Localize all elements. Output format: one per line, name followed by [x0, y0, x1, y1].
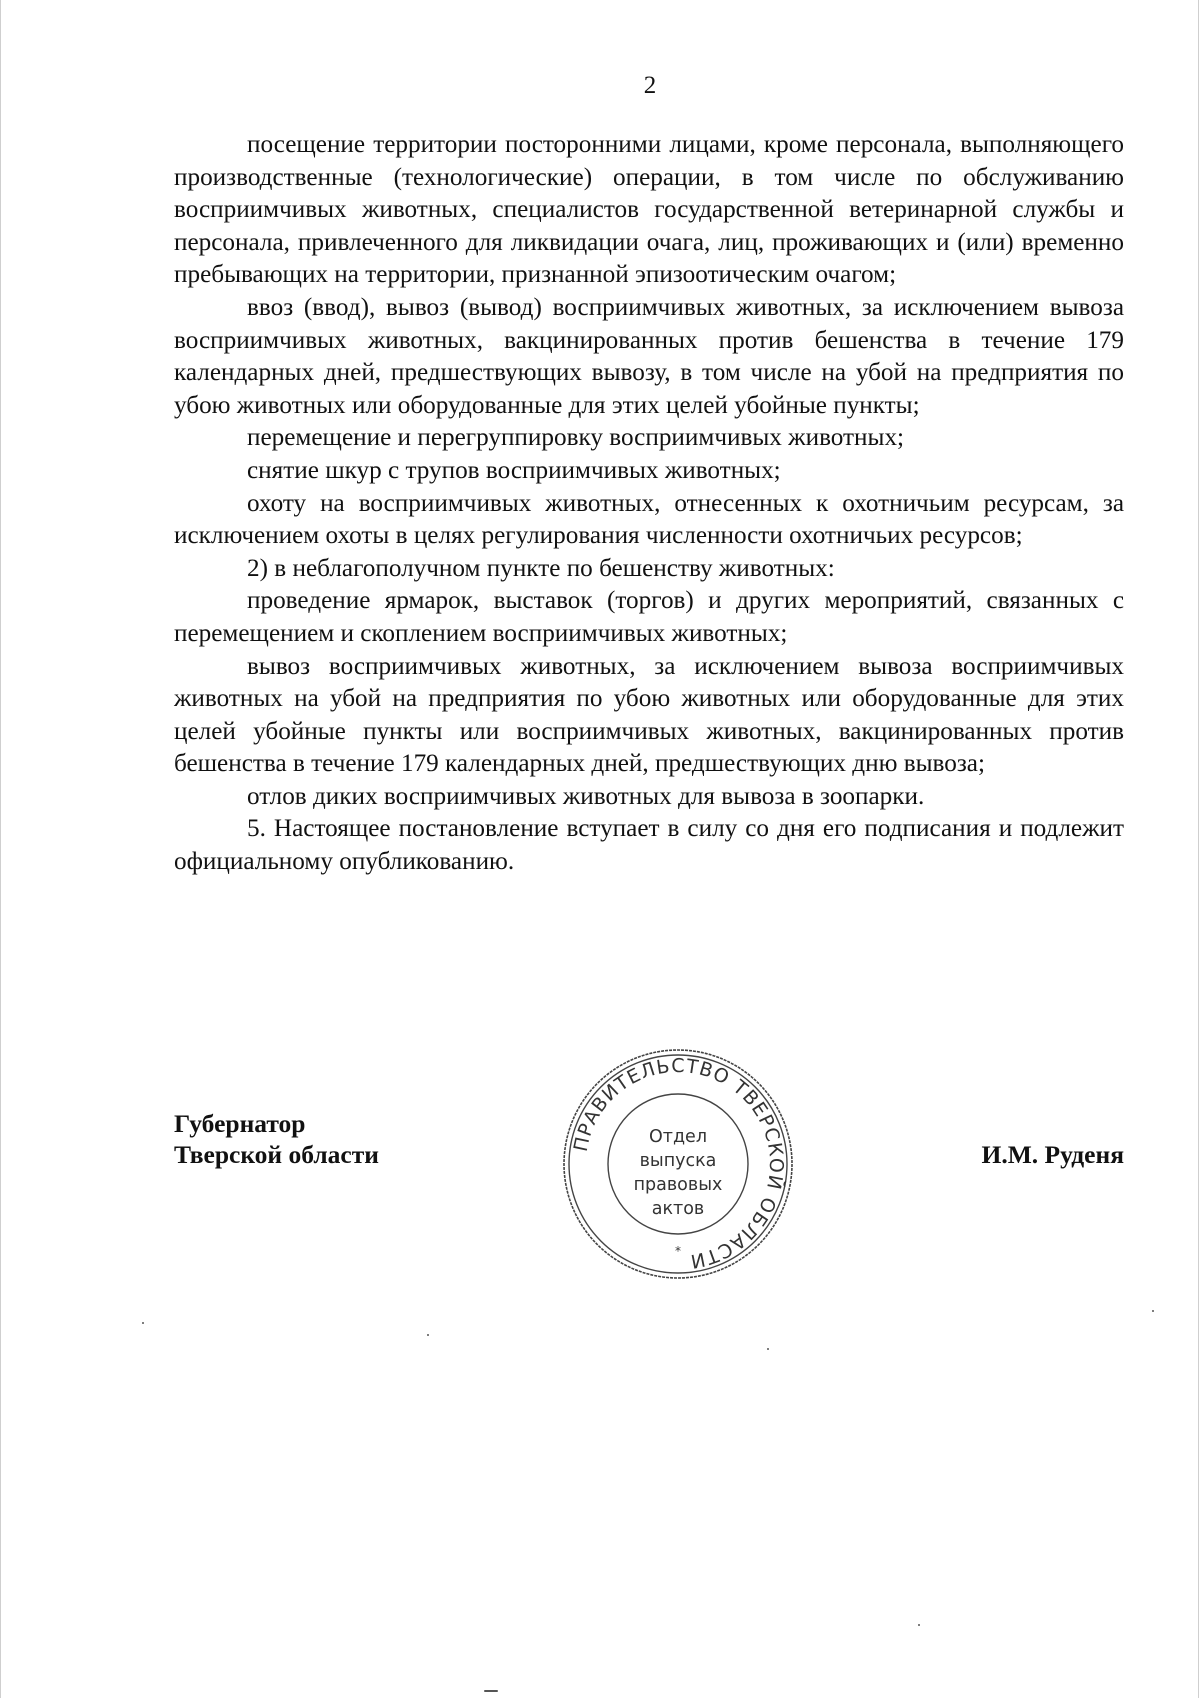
page-number: 2	[643, 72, 657, 99]
official-stamp	[560, 1046, 796, 1282]
signatory-position	[174, 1108, 379, 1170]
svg-text:*: *	[675, 1244, 681, 1258]
paragraph: 2) в неблагополучном пункте по бешенству животных:	[247, 554, 835, 582]
paragraph: охоту на восприимчивых животных, отнесенных к охотничьим ресурсам, за исключением охоты в целях регулирования численности охотничьих ресурсов;	[174, 489, 1124, 550]
scan-speck	[918, 1624, 920, 1626]
paragraph: 5. Настоящее постановление вступает в силу со дня его подписания и подлежит официальному опубликованию.	[174, 815, 1124, 876]
scan-speck	[484, 1690, 498, 1692]
paragraph: проведение ярмарок, выставок (торгов) и других мероприятий, связанных с перемещением и скоплением восприимчивых животных;	[174, 587, 1124, 647]
page-left-edge	[0, 0, 1, 1698]
scan-speck	[767, 1348, 769, 1350]
svg-text:Отдел: Отдел	[648, 1127, 708, 1147]
svg-text:выпуска: выпуска	[639, 1151, 717, 1171]
paragraph: перемещение и перегруппировку восприимчивых животных;	[247, 424, 905, 452]
signatory-title-line2: Тверской области	[174, 1140, 379, 1169]
scan-speck	[427, 1334, 429, 1336]
paragraph: вывоз восприимчивых животных, за исключением вывоза восприимчивых животных на убой на предприятия по убою животных или оборудованные для этих целей убойные пункты или восприимчивых животных, вакцинированных против бешенства в течение 179 календарных дней, предшествующих дню вывоза;	[174, 652, 1124, 778]
page-right-edge	[1198, 0, 1199, 1698]
stamp-ring-text: ПРАВИТЕЛЬСТВО ТВЕРСКОЙ ОБЛАСТИ	[569, 1054, 788, 1273]
paragraph: посещение территории посторонними лицами, кроме персонала, выполняющего производственные (технологические) операции, в том числе по обслуживанию восприимчивых животных, специалистов государственной ветеринарной службы и персонала, привлеченного для ликвидации очага, лиц, проживающих и (или) временно пребывающих на территории, признанной эпизоотическим очагом;	[174, 131, 1124, 289]
signatory-name: И.М. Руденя	[981, 1140, 1124, 1169]
svg-text:правовых: правовых	[633, 1175, 723, 1195]
paragraph: отлов диких восприимчивых животных для вывоза в зоопарки.	[247, 782, 925, 810]
signatory-title-line1: Губернатор	[174, 1109, 306, 1138]
scan-speck	[142, 1322, 144, 1324]
paragraph: ввоз (ввод), вывоз (вывод) восприимчивых животных, за исключением вывоза восприимчивых животных, вакцинированных против бешенства в течение 179 календарных дней, предшествующих вывозу, в том числе на убой на предприятия по убою животных или оборудованные для этих целей убойные пункты;	[174, 293, 1124, 419]
paragraph: снятие шкур с трупов восприимчивых животных;	[247, 456, 781, 484]
svg-text:актов: актов	[651, 1199, 705, 1219]
stamp-seal-icon	[560, 1046, 796, 1282]
document-body	[174, 129, 1124, 879]
scan-speck	[1152, 1310, 1154, 1312]
